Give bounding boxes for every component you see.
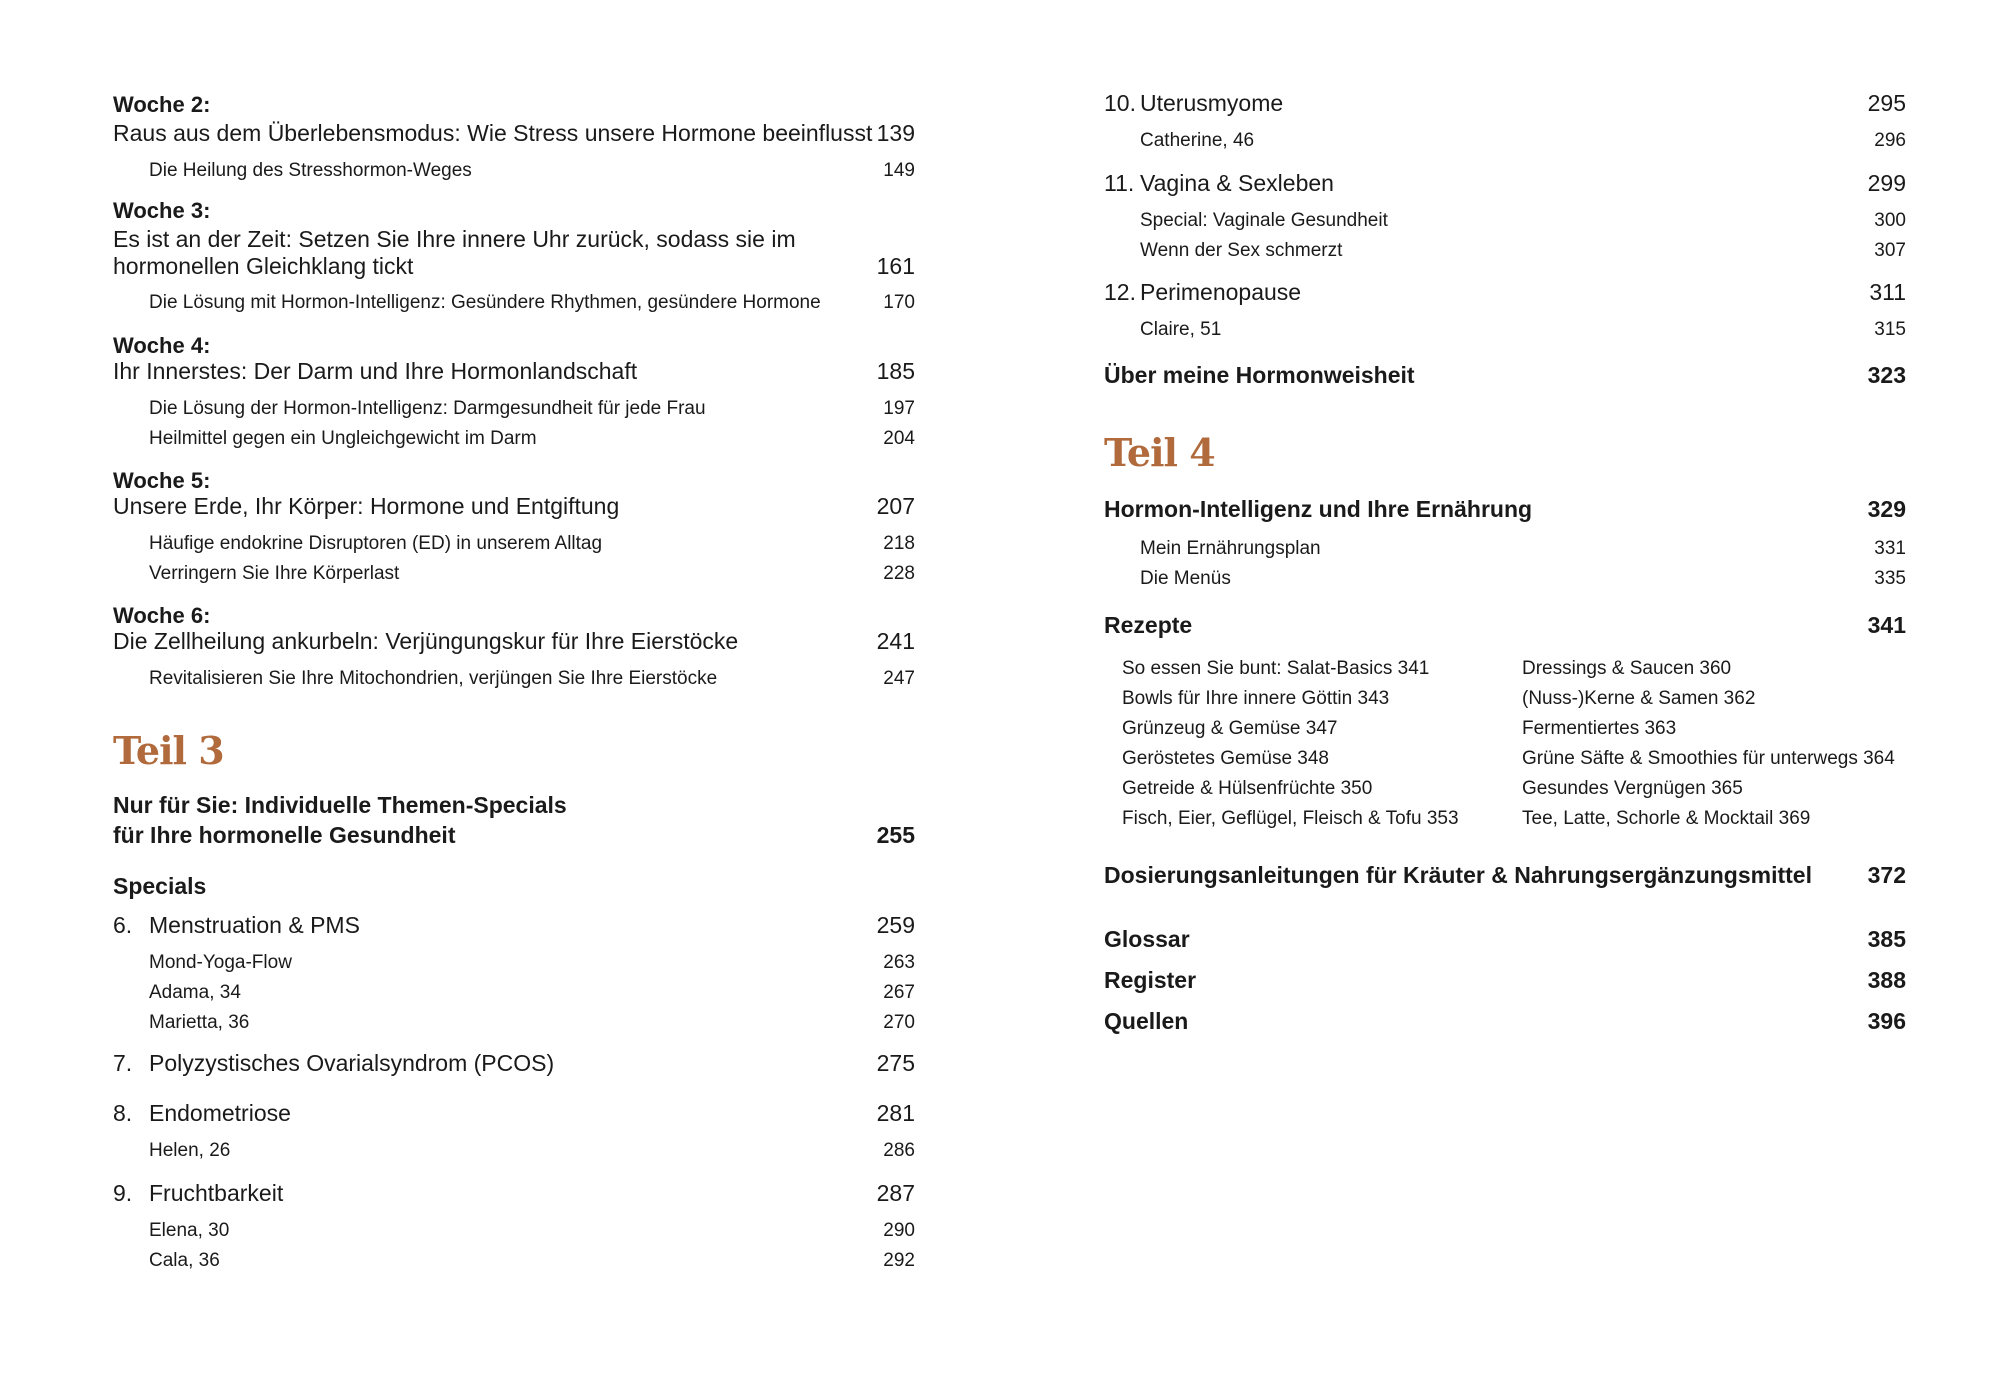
toc-subentry[interactable] — [113, 563, 915, 585]
chapter-entry[interactable] — [1104, 90, 1906, 117]
chapter-number: 7. — [113, 1050, 133, 1076]
chapter-title: Polyzystisches Ovarialsyndrom (PCOS) — [149, 1050, 555, 1076]
subentry-title: Die Heilung des Stresshormon-Weges — [149, 160, 472, 181]
entry-title: Hormon-Intelligenz und Ihre Ernährung — [1104, 496, 1533, 522]
entry-title: Rezepte — [1104, 612, 1193, 638]
chapter-page: 259 — [876, 912, 915, 938]
entry-page: 385 — [1867, 926, 1906, 952]
entry-title-line1: Nur für Sie: Individuelle Themen-Specials — [113, 792, 567, 818]
chapter-title: Perimenopause — [1140, 279, 1302, 305]
chapter-entry[interactable] — [113, 1100, 915, 1127]
entry-title-line2: für Ihre hormonelle Gesundheit — [113, 822, 456, 848]
subentry-page: 296 — [1874, 130, 1906, 151]
toc-subentry[interactable] — [1104, 210, 1906, 232]
subentry-title: Marietta, 36 — [149, 1012, 250, 1033]
toc-subentry[interactable] — [113, 1140, 915, 1162]
toc-entry[interactable] — [113, 493, 915, 520]
recipe-item[interactable]: Geröstetes Gemüse 348 — [1122, 748, 1329, 769]
subentry-title: Die Menüs — [1140, 568, 1231, 589]
chapter-number: 10. — [1104, 90, 1136, 116]
subentry-page: 170 — [883, 292, 915, 313]
subentry-title: Adama, 34 — [149, 982, 241, 1003]
chapter-number: 11. — [1104, 170, 1135, 196]
toc-subentry[interactable] — [113, 1220, 915, 1242]
toc-subentry[interactable] — [113, 292, 915, 314]
chapter-page: 311 — [1869, 279, 1906, 305]
recipe-item[interactable]: Getreide & Hülsenfrüchte 350 — [1122, 778, 1373, 799]
toc-entry[interactable] — [1104, 967, 1906, 994]
chapter-entry[interactable] — [113, 912, 915, 939]
toc-subentry[interactable] — [1104, 130, 1906, 152]
recipe-item[interactable]: Grüne Säfte & Smoothies für unterwegs 364 — [1522, 748, 1895, 769]
toc-subentry[interactable] — [113, 1012, 915, 1034]
subentry-page: 247 — [883, 668, 915, 689]
entry-title: Glossar — [1104, 926, 1190, 952]
week-label: Woche 6: — [113, 603, 211, 628]
subentry-page: 228 — [883, 563, 915, 584]
toc-subentry[interactable] — [113, 952, 915, 974]
subentry-title: Heilmittel gegen ein Ungleichgewicht im Darm — [149, 428, 537, 449]
entry-title: Ihr Innerstes: Der Darm und Ihre Hormonlandschaft — [113, 358, 638, 384]
week-label: Woche 3: — [113, 198, 211, 223]
toc-entry[interactable] — [1104, 496, 1906, 523]
toc-entry[interactable] — [1104, 612, 1906, 639]
toc-subentry[interactable] — [1104, 538, 1906, 560]
entry-page: 207 — [876, 493, 915, 519]
subentry-title: Cala, 36 — [149, 1250, 220, 1271]
entry-title-line1: Es ist an der Zeit: Setzen Sie Ihre innere Uhr zurück, sodass sie im — [113, 226, 796, 252]
subentry-page: 290 — [883, 1220, 915, 1241]
subentry-title: Mond-Yoga-Flow — [149, 952, 292, 973]
subentry-page: 204 — [883, 428, 915, 449]
subentry-page: 331 — [1874, 538, 1906, 559]
recipe-item[interactable]: Tee, Latte, Schorle & Mocktail 369 — [1522, 808, 1811, 829]
entry-page: 161 — [876, 253, 915, 279]
week-label: Woche 4: — [113, 333, 211, 358]
subentry-page: 300 — [1874, 210, 1906, 231]
subentry-page: 315 — [1874, 319, 1906, 340]
chapter-page: 299 — [1867, 170, 1906, 196]
chapter-page: 275 — [876, 1050, 915, 1076]
chapter-number: 9. — [113, 1180, 133, 1206]
subentry-title: Verringern Sie Ihre Körperlast — [149, 563, 400, 584]
recipe-item[interactable]: So essen Sie bunt: Salat-Basics 341 — [1122, 658, 1430, 679]
toc-entry[interactable] — [113, 120, 915, 147]
subentry-page: 267 — [883, 982, 915, 1003]
entry-title: Dosierungsanleitungen für Kräuter & Nahrungsergänzungsmittel — [1104, 862, 1812, 888]
chapter-number: 8. — [113, 1100, 133, 1126]
chapter-number: 12. — [1104, 279, 1136, 305]
subentry-page: 270 — [883, 1012, 915, 1033]
recipe-item[interactable]: Bowls für Ihre innere Göttin 343 — [1122, 688, 1390, 709]
toc-subentry[interactable] — [1104, 568, 1906, 590]
recipe-item[interactable]: (Nuss-)Kerne & Samen 362 — [1522, 688, 1756, 709]
chapter-title: Endometriose — [149, 1100, 291, 1126]
subentry-title: Catherine, 46 — [1140, 130, 1255, 151]
toc-subentry[interactable] — [113, 428, 915, 450]
subentry-page: 286 — [883, 1140, 915, 1161]
toc-entry[interactable] — [113, 358, 915, 385]
subentry-title: Helen, 26 — [149, 1140, 231, 1161]
entry-page: 241 — [876, 628, 915, 654]
recipe-item[interactable]: Fermentiertes 363 — [1522, 718, 1677, 739]
entry-page: 388 — [1867, 967, 1906, 993]
chapter-title: Vagina & Sexleben — [1140, 170, 1334, 196]
subentry-title: Mein Ernährungsplan — [1140, 538, 1321, 559]
entry-title-line2: hormonellen Gleichklang tickt — [113, 253, 414, 279]
subentry-page: 197 — [883, 398, 915, 419]
entry-page: 255 — [876, 822, 915, 848]
toc-subentry[interactable] — [113, 668, 915, 690]
entry-page: 341 — [1867, 612, 1906, 638]
entry-page: 139 — [876, 120, 915, 146]
week-label: Woche 5: — [113, 468, 211, 493]
toc-entry[interactable] — [1104, 362, 1906, 389]
chapter-page: 295 — [1867, 90, 1906, 116]
toc-entry[interactable] — [1104, 926, 1906, 953]
entry-title: Unsere Erde, Ihr Körper: Hormone und Entgiftung — [113, 493, 620, 519]
toc-entry[interactable] — [1104, 862, 1906, 889]
toc-subentry[interactable] — [113, 1250, 915, 1272]
chapter-page: 287 — [876, 1180, 915, 1206]
subentry-page: 307 — [1874, 240, 1906, 261]
subentry-title: Die Lösung mit Hormon-Intelligenz: Gesündere Rhythmen, gesündere Hormone — [149, 292, 821, 313]
subentry-title: Revitalisieren Sie Ihre Mitochondrien, verjüngen Sie Ihre Eierstöcke — [149, 668, 718, 689]
chapter-entry[interactable] — [1104, 279, 1906, 306]
toc-entry[interactable] — [1104, 1008, 1906, 1035]
subentry-page: 335 — [1874, 568, 1906, 589]
toc-entry[interactable] — [113, 628, 915, 655]
subentry-page: 263 — [883, 952, 915, 973]
specials-label: Specials — [113, 873, 207, 899]
subentry-title: Special: Vaginale Gesundheit — [1140, 210, 1388, 231]
entry-title: Register — [1104, 967, 1197, 993]
chapter-page: 281 — [876, 1100, 915, 1126]
part-heading: Teil 3 — [113, 728, 224, 773]
recipe-item[interactable]: Fisch, Eier, Geflügel, Fleisch & Tofu 353 — [1122, 808, 1459, 829]
entry-title: Die Zellheilung ankurbeln: Verjüngungskur für Ihre Eierstöcke — [113, 628, 739, 654]
entry-page: 185 — [876, 358, 915, 384]
chapter-title: Fruchtbarkeit — [149, 1180, 284, 1206]
chapter-entry[interactable] — [113, 1180, 915, 1207]
recipe-item[interactable]: Grünzeug & Gemüse 347 — [1122, 718, 1338, 739]
entry-page: 329 — [1867, 496, 1906, 522]
toc-subentry[interactable] — [1104, 240, 1906, 262]
toc-subentry[interactable] — [113, 160, 915, 182]
toc-subentry[interactable] — [1104, 319, 1906, 341]
week-label: Woche 2: — [113, 92, 211, 117]
subentry-page: 218 — [883, 533, 915, 554]
subentry-page: 149 — [883, 160, 915, 181]
entry-page: 372 — [1867, 862, 1906, 888]
subentry-title: Wenn der Sex schmerzt — [1140, 240, 1343, 261]
chapter-entry[interactable] — [113, 1050, 915, 1077]
subentry-title: Claire, 51 — [1140, 319, 1222, 340]
chapter-number: 6. — [113, 912, 133, 938]
subentry-title: Elena, 30 — [149, 1220, 230, 1241]
chapter-title: Uterusmyome — [1140, 90, 1284, 116]
recipe-item[interactable]: Dressings & Saucen 360 — [1522, 658, 1732, 679]
subentry-title: Die Lösung der Hormon-Intelligenz: Darmgesundheit für jede Frau — [149, 398, 706, 419]
recipe-item[interactable]: Gesundes Vergnügen 365 — [1522, 778, 1743, 799]
toc-subentry[interactable] — [113, 533, 915, 555]
subentry-page: 292 — [883, 1250, 915, 1271]
toc-entry[interactable] — [113, 790, 915, 850]
subentry-title: Häufige endokrine Disruptoren (ED) in unserem Alltag — [149, 533, 603, 554]
entry-title: Über meine Hormonweisheit — [1104, 362, 1415, 388]
toc-subentry[interactable] — [113, 982, 915, 1004]
chapter-title: Menstruation & PMS — [149, 912, 360, 938]
toc-entry[interactable] — [113, 226, 915, 280]
entry-page: 323 — [1867, 362, 1906, 388]
entry-title: Quellen — [1104, 1008, 1189, 1034]
part-heading: Teil 4 — [1104, 430, 1215, 475]
entry-page: 396 — [1867, 1008, 1906, 1034]
toc-subentry[interactable] — [113, 398, 915, 420]
entry-title: Raus aus dem Überlebensmodus: Wie Stress unsere Hormone beeinflusst — [113, 120, 873, 146]
chapter-entry[interactable] — [1104, 170, 1906, 197]
